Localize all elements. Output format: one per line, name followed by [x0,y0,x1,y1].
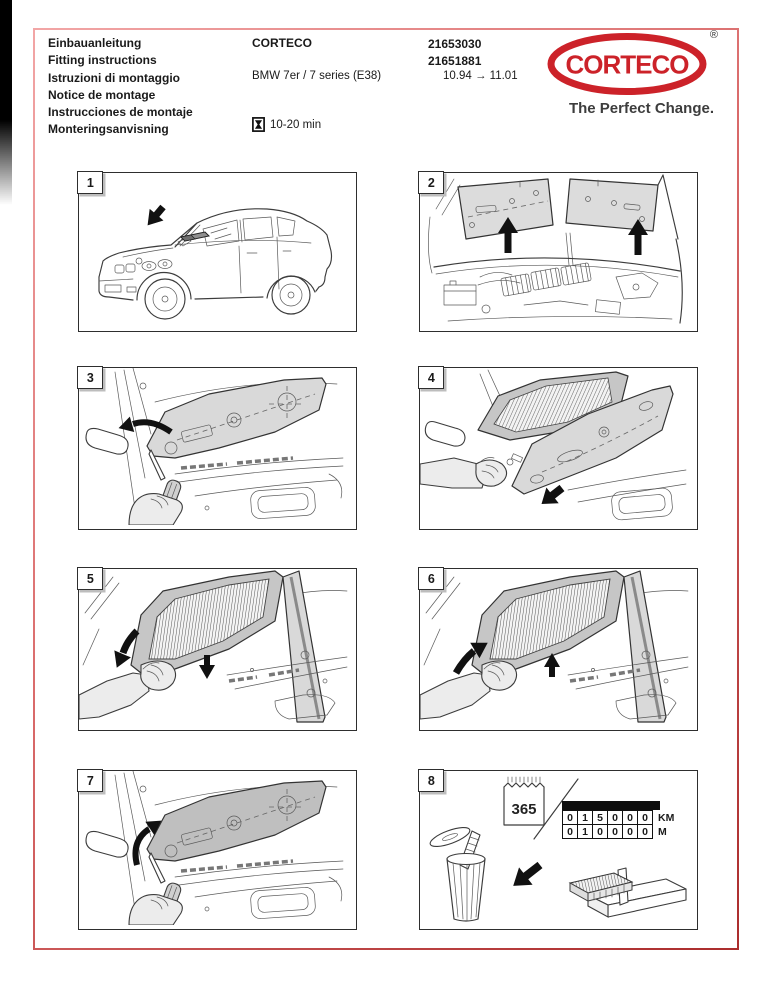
language-label: Monteringsanvisning [48,122,169,137]
arrow-icon [141,201,170,231]
refit-cover-illustration [79,771,353,925]
language-label: Notice de montage [48,87,156,102]
corteco-logo-ellipse [546,33,712,95]
step-number-badge: 4 [418,366,444,389]
step-number-badge: 5 [77,567,103,590]
step-number-badge: 3 [77,366,103,389]
odometer-row-miles: 0 1 0 0 0 0 M [563,825,675,839]
step-number-badge: 8 [418,769,444,792]
corteco-logo [546,29,718,100]
step-panel-6 [419,568,698,731]
lift-cover-illustration [420,368,694,525]
unit-label: M [658,825,667,838]
calendar-days-label: 365 [511,801,537,818]
language-label: Instrucciones de montaje [48,105,193,120]
language-list [48,35,193,139]
step-panel-5 [78,568,357,731]
logo-tagline: The Perfect Change. [568,100,714,117]
step-panel-1 [78,172,357,332]
scan-artifact [0,0,12,210]
part-number: 21651881 [428,54,482,68]
step-number-badge: 2 [418,171,444,194]
duration-label: 10-20 min [270,118,322,131]
calendar-icon [504,777,544,825]
language-label: Fitting instructions [48,53,157,68]
arrow-icon [506,856,546,894]
insert-filter-illustration [420,569,694,726]
odometer-table [562,801,675,839]
engine-bay-illustration [420,173,694,327]
language-label: Istruzioni di montaggio [48,70,180,85]
language-label: Einbauanleitung [48,36,142,50]
step-panel-4 [419,367,698,530]
odometer-row-km: 0 1 5 0 0 0 KM [563,811,675,825]
step-number-badge: 7 [77,769,103,792]
remove-cover-illustration [79,368,353,525]
car-illustration [79,173,353,327]
step-panel-8 [419,770,698,930]
disposal-replacement-illustration [420,771,694,925]
logo-text: CORTECO [565,49,689,80]
registered-mark: ® [709,29,718,41]
step-panel-3 [78,367,357,530]
unit-label: KM [658,811,675,824]
date-range: 10.94 → 11.01 [443,70,518,82]
part-number: 21653030 [428,37,482,51]
step-panel-7 [78,770,357,930]
vehicle-model: BMW 7er / 7 series (E38) [252,70,382,82]
step-number-badge: 6 [418,567,444,590]
step-panel-2 [419,172,698,332]
hourglass-icon [252,117,265,132]
remove-filter-illustration [79,569,353,726]
odometer-header-bar [562,801,660,810]
new-filter-icon [570,868,686,917]
part-numbers [428,36,481,70]
duration-row [252,117,321,132]
brand-title: CORTECO [252,36,312,50]
trash-can-icon [428,824,485,921]
step-number-badge: 1 [77,171,103,194]
